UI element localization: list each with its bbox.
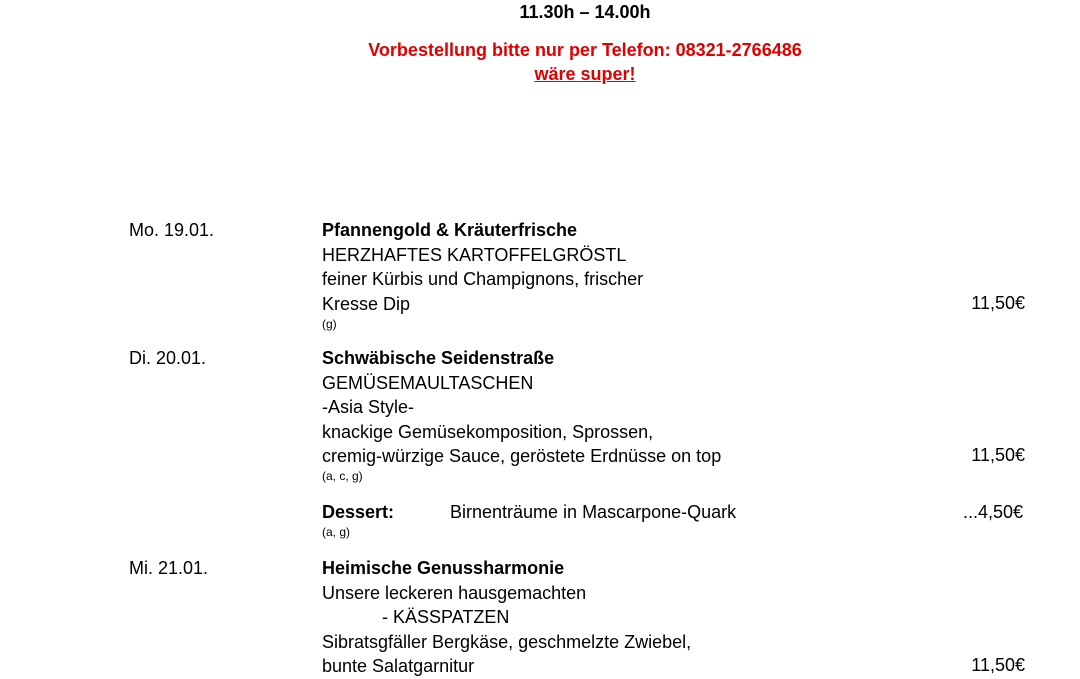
- allergen-info: (g): [322, 317, 337, 331]
- preorder-note: wäre super!: [534, 64, 636, 84]
- dish-line: GEMÜSEMAULTASCHEN: [322, 372, 534, 393]
- dish-line: knackige Gemüsekomposition, Sprossen,: [322, 421, 654, 442]
- dish-line: - KÄSSPATZEN: [322, 607, 510, 627]
- dish-line: Kresse Dip: [322, 293, 411, 314]
- day-label: Mo. 19.01.: [129, 220, 215, 240]
- dish-line: Unsere leckeren hausgemachten: [322, 582, 587, 603]
- opening-hours: 11.30h – 14.00h: [519, 2, 651, 22]
- day-label: Di. 20.01.: [129, 348, 207, 368]
- dish-line: Sibratsgfäller Bergkäse, geschmelzte Zwiebel,: [322, 631, 692, 652]
- dish-title: Heimische Genussharmonie: [322, 558, 565, 578]
- dish-line: cremig-würzige Sauce, geröstete Erdnüsse on top: [322, 446, 722, 466]
- dish-line: feiner Kürbis und Champignons, frischer: [322, 269, 644, 289]
- dish-title: Schwäbische Seidenstraße: [322, 348, 555, 368]
- dessert-label: Dessert:: [322, 502, 395, 522]
- dish-price: 11,50€: [971, 445, 1025, 465]
- dish-block: [322, 218, 643, 316]
- dish-price: 11,50€: [971, 655, 1025, 675]
- day-label: Mi. 21.01.: [129, 558, 209, 578]
- dish-line: bunte Salatgarnitur: [322, 656, 475, 676]
- preorder-phone-notice: Vorbestellung bitte nur per Telefon: 08321-2766486: [368, 40, 802, 60]
- dish-block: [322, 346, 721, 469]
- allergen-info: (a, c, g): [322, 469, 363, 483]
- dish-line: -Asia Style-: [322, 397, 415, 417]
- dish-block: [322, 556, 691, 679]
- dish-title: Pfannengold & Kräuterfrische: [322, 220, 578, 240]
- dish-price: 11,50€: [971, 293, 1025, 313]
- dish-line: HERZHAFTES KARTOFFELGRÖSTL: [322, 244, 627, 265]
- dessert-price: ...4,50€: [963, 502, 1024, 522]
- allergen-info: (a, g): [322, 525, 351, 539]
- dessert-text: Birnenträume in Mascarpone-Quark: [450, 502, 737, 522]
